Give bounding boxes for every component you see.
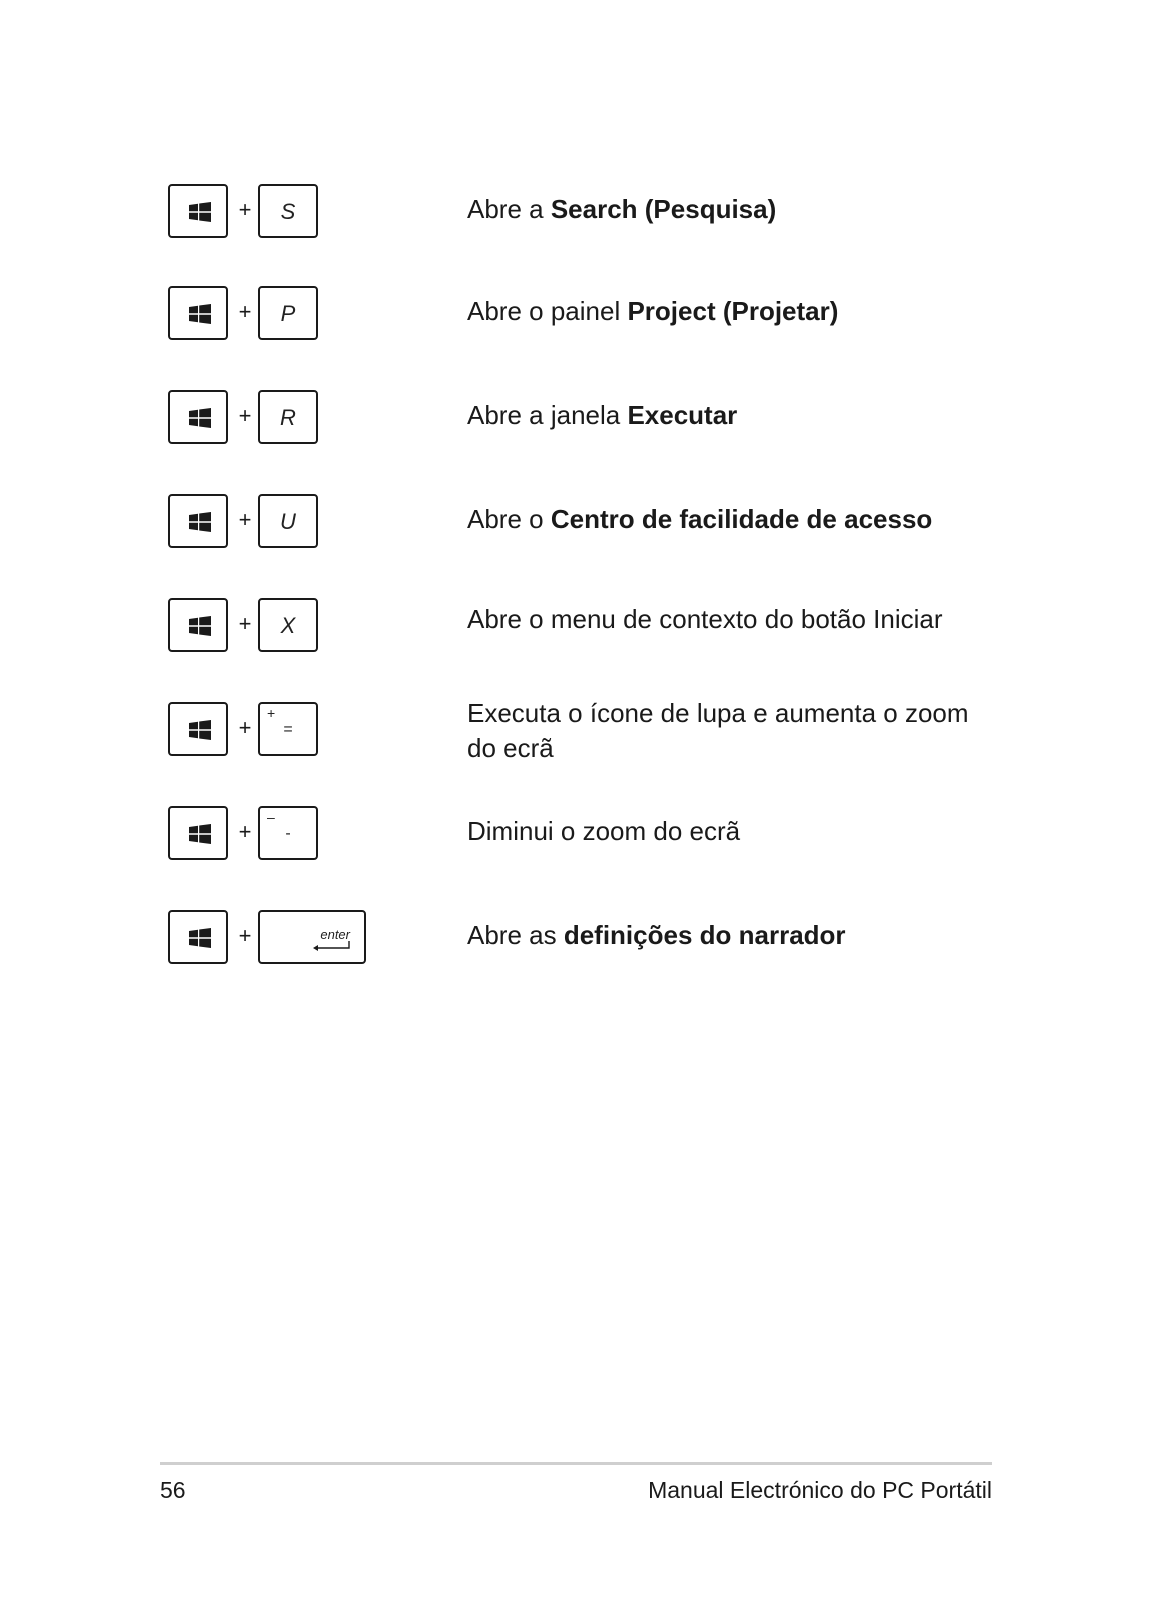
key-label: U xyxy=(280,509,296,534)
manual-title: Manual Electrónico do PC Portátil xyxy=(648,1477,992,1503)
plus-sign: + xyxy=(238,403,252,428)
windows-key xyxy=(168,806,228,860)
windows-logo-icon xyxy=(189,616,211,636)
key-label: - xyxy=(285,825,291,842)
windows-logo-icon xyxy=(189,720,211,740)
r-key xyxy=(258,390,318,444)
shortcut-description: Abre as definições do narrador xyxy=(467,920,846,950)
key-label: P xyxy=(280,301,296,326)
windows-key xyxy=(168,184,228,238)
footer-divider xyxy=(160,1462,992,1465)
shortcut-description: Diminui o zoom do ecrã xyxy=(467,816,741,846)
shortcut-description: Abre o painel Project (Projetar) xyxy=(467,296,839,326)
key-label: = xyxy=(283,721,293,738)
s-key xyxy=(258,184,318,238)
shortcut-row-zoom-out xyxy=(0,806,1154,866)
windows-key xyxy=(168,390,228,444)
shortcut-row-ease-of-access xyxy=(0,494,1154,554)
shortcut-row-start-context-menu xyxy=(0,598,1154,658)
shortcut-row-narrator xyxy=(0,910,1154,970)
key-label: S xyxy=(280,199,296,224)
shortcut-row-run xyxy=(0,390,1154,450)
shortcut-description: Abre a Search (Pesquisa) xyxy=(467,194,777,224)
key-label: R xyxy=(280,405,296,430)
plus-sign: + xyxy=(238,197,252,222)
plus-equals-key xyxy=(258,702,318,756)
plus-sign: + xyxy=(238,715,252,740)
plus-sign: + xyxy=(238,923,252,948)
windows-key xyxy=(168,598,228,652)
plus-sign: + xyxy=(238,299,252,324)
shortcut-row-zoom-in xyxy=(0,698,1154,763)
enter-key xyxy=(258,910,366,964)
key-label: enter xyxy=(320,927,350,942)
windows-logo-icon xyxy=(189,928,211,948)
x-key xyxy=(258,598,318,652)
key-shift-label: + xyxy=(267,705,276,721)
shortcut-row-search xyxy=(0,184,1154,244)
windows-key xyxy=(168,286,228,340)
windows-logo-icon xyxy=(189,512,211,532)
windows-key xyxy=(168,910,228,964)
p-key xyxy=(258,286,318,340)
key-shift-label: – xyxy=(267,809,275,825)
plus-sign: + xyxy=(238,819,252,844)
minus-key xyxy=(258,806,318,860)
page-number: 56 xyxy=(160,1477,186,1503)
shortcut-description: Abre o menu de contexto do botão Iniciar xyxy=(467,604,943,634)
windows-logo-icon xyxy=(189,304,211,324)
shortcut-row-project xyxy=(0,286,1154,346)
windows-logo-icon xyxy=(189,408,211,428)
windows-logo-icon xyxy=(189,824,211,844)
shortcut-description: Abre o Centro de facilidade de acesso xyxy=(467,504,933,534)
enter-arrow-icon xyxy=(312,941,352,953)
shortcut-description: Executa o ícone de lupa e aumenta o zoom do ecrã xyxy=(467,698,969,763)
plus-sign: + xyxy=(238,611,252,636)
u-key xyxy=(258,494,318,548)
windows-key xyxy=(168,702,228,756)
shortcut-description: Abre a janela Executar xyxy=(467,400,738,430)
windows-key xyxy=(168,494,228,548)
plus-sign: + xyxy=(238,507,252,532)
windows-logo-icon xyxy=(189,202,211,222)
key-label: X xyxy=(280,613,296,638)
